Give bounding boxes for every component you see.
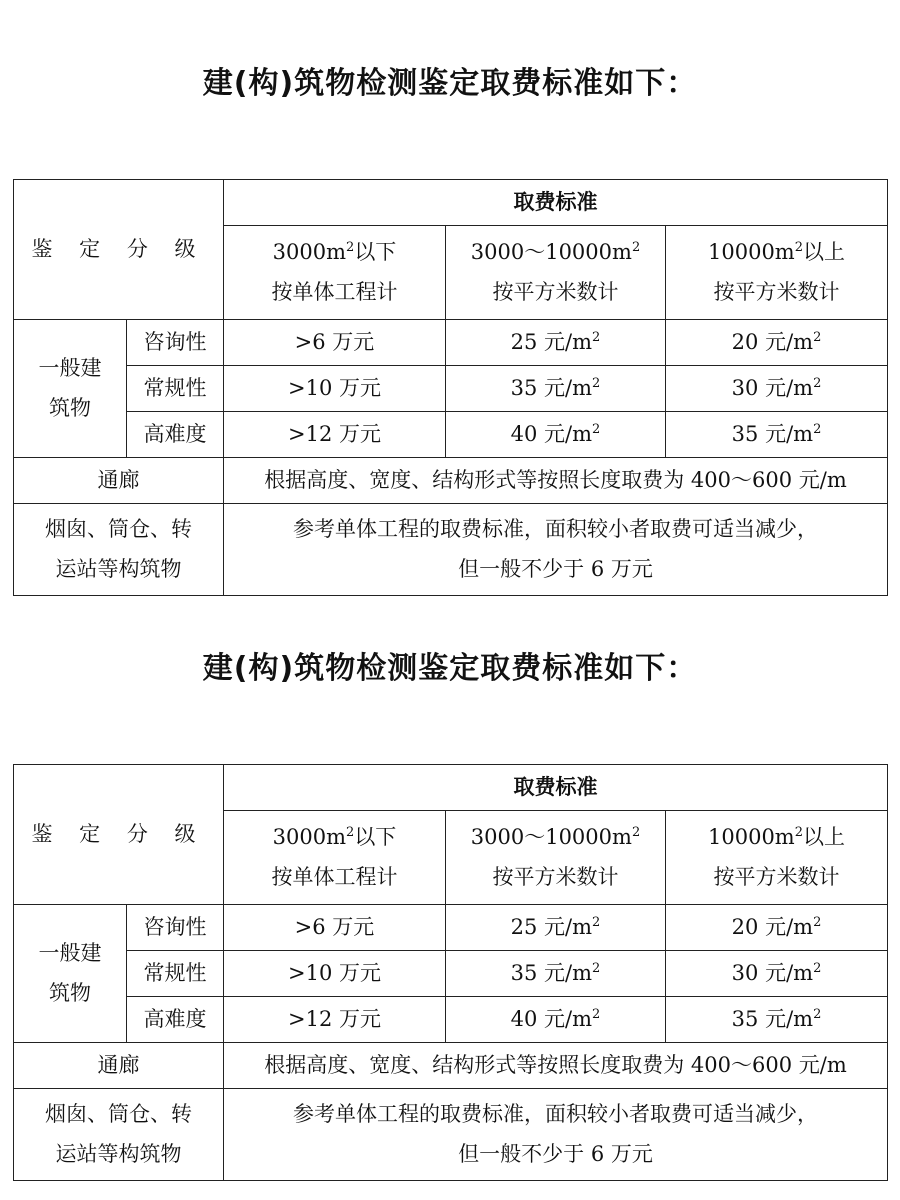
chimney-text: 参考单体工程的取费标准，面积较小者取费可适当减少， 但一般不少于 6 万元	[224, 504, 888, 596]
corridor-text: 根据高度、宽度、结构形式等按照长度取费为 400～600 元/m	[224, 458, 888, 504]
fee-value: 35 元$/m^2$	[446, 951, 666, 997]
fee-table	[13, 764, 888, 1181]
chimney-text: 参考单体工程的取费标准，面积较小者取费可适当减少， 但一般不少于 6 万元	[224, 1089, 888, 1181]
table-row	[14, 504, 888, 596]
chimney-label: 烟囱、筒仓、转 运站等构筑物	[14, 1089, 224, 1181]
chimney-label: 烟囱、筒仓、转 运站等构筑物	[14, 504, 224, 596]
table-row	[14, 412, 888, 458]
fee-value: >6 万元	[224, 320, 446, 366]
fee-value: 35 元$/m^2$	[446, 366, 666, 412]
column-header-3: $10000m^2$以上 按平方米数计	[666, 811, 888, 905]
table-row	[14, 905, 888, 951]
column-header-1: $3000m^2$以下 按单体工程计	[224, 226, 446, 320]
grade-header: 鉴 定 分 级	[14, 765, 224, 905]
column-header-1: $3000m^2$以下 按单体工程计	[224, 811, 446, 905]
fee-value: >10 万元	[224, 951, 446, 997]
column-header-2: $3000\sim 10000m^2$ 按平方米数计	[446, 226, 666, 320]
general-building-label: 一般建 筑物	[14, 320, 127, 458]
fee-value: 35 元$/m^2$	[666, 412, 888, 458]
fee-value: 30 元$/m^2$	[666, 366, 888, 412]
fee-header: 取费标准	[224, 180, 888, 226]
general-building-label: 一般建 筑物	[14, 905, 127, 1043]
fee-value: 30 元$/m^2$	[666, 951, 888, 997]
table-row	[14, 458, 888, 504]
corridor-label: 通廊	[14, 458, 224, 504]
table-row	[14, 951, 888, 997]
fee-value: >10 万元	[224, 366, 446, 412]
table-row	[14, 1043, 888, 1089]
sub-category: 高难度	[127, 412, 224, 458]
fee-value: >6 万元	[224, 905, 446, 951]
fee-value: 35 元$/m^2$	[666, 997, 888, 1043]
grade-header: 鉴 定 分 级	[14, 180, 224, 320]
fee-value: 20 元$/m^2$	[666, 320, 888, 366]
table-row	[14, 997, 888, 1043]
corridor-text: 根据高度、宽度、结构形式等按照长度取费为 400～600 元/m	[224, 1043, 888, 1089]
table-row	[14, 1089, 888, 1181]
corridor-label: 通廊	[14, 1043, 224, 1089]
column-header-3: $10000m^2$以上 按平方米数计	[666, 226, 888, 320]
fee-value: 40 元$/m^2$	[446, 997, 666, 1043]
fee-value: >12 万元	[224, 412, 446, 458]
fee-table	[13, 179, 888, 596]
table-row	[14, 366, 888, 412]
section-title: 建(构)筑物检测鉴定取费标准如下：	[202, 66, 698, 101]
sub-category: 常规性	[127, 366, 224, 412]
column-header-2: $3000\sim 10000m^2$ 按平方米数计	[446, 811, 666, 905]
fee-value: 25 元$/m^2$	[446, 320, 666, 366]
table-row	[14, 320, 888, 366]
sub-category: 常规性	[127, 951, 224, 997]
fee-value: 25 元$/m^2$	[446, 905, 666, 951]
sub-category: 咨询性	[127, 905, 224, 951]
sub-category: 咨询性	[127, 320, 224, 366]
section-title: 建(构)筑物检测鉴定取费标准如下：	[202, 651, 698, 686]
fee-value: >12 万元	[224, 997, 446, 1043]
fee-value: 20 元$/m^2$	[666, 905, 888, 951]
fee-header: 取费标准	[224, 765, 888, 811]
sub-category: 高难度	[127, 997, 224, 1043]
fee-value: 40 元$/m^2$	[446, 412, 666, 458]
